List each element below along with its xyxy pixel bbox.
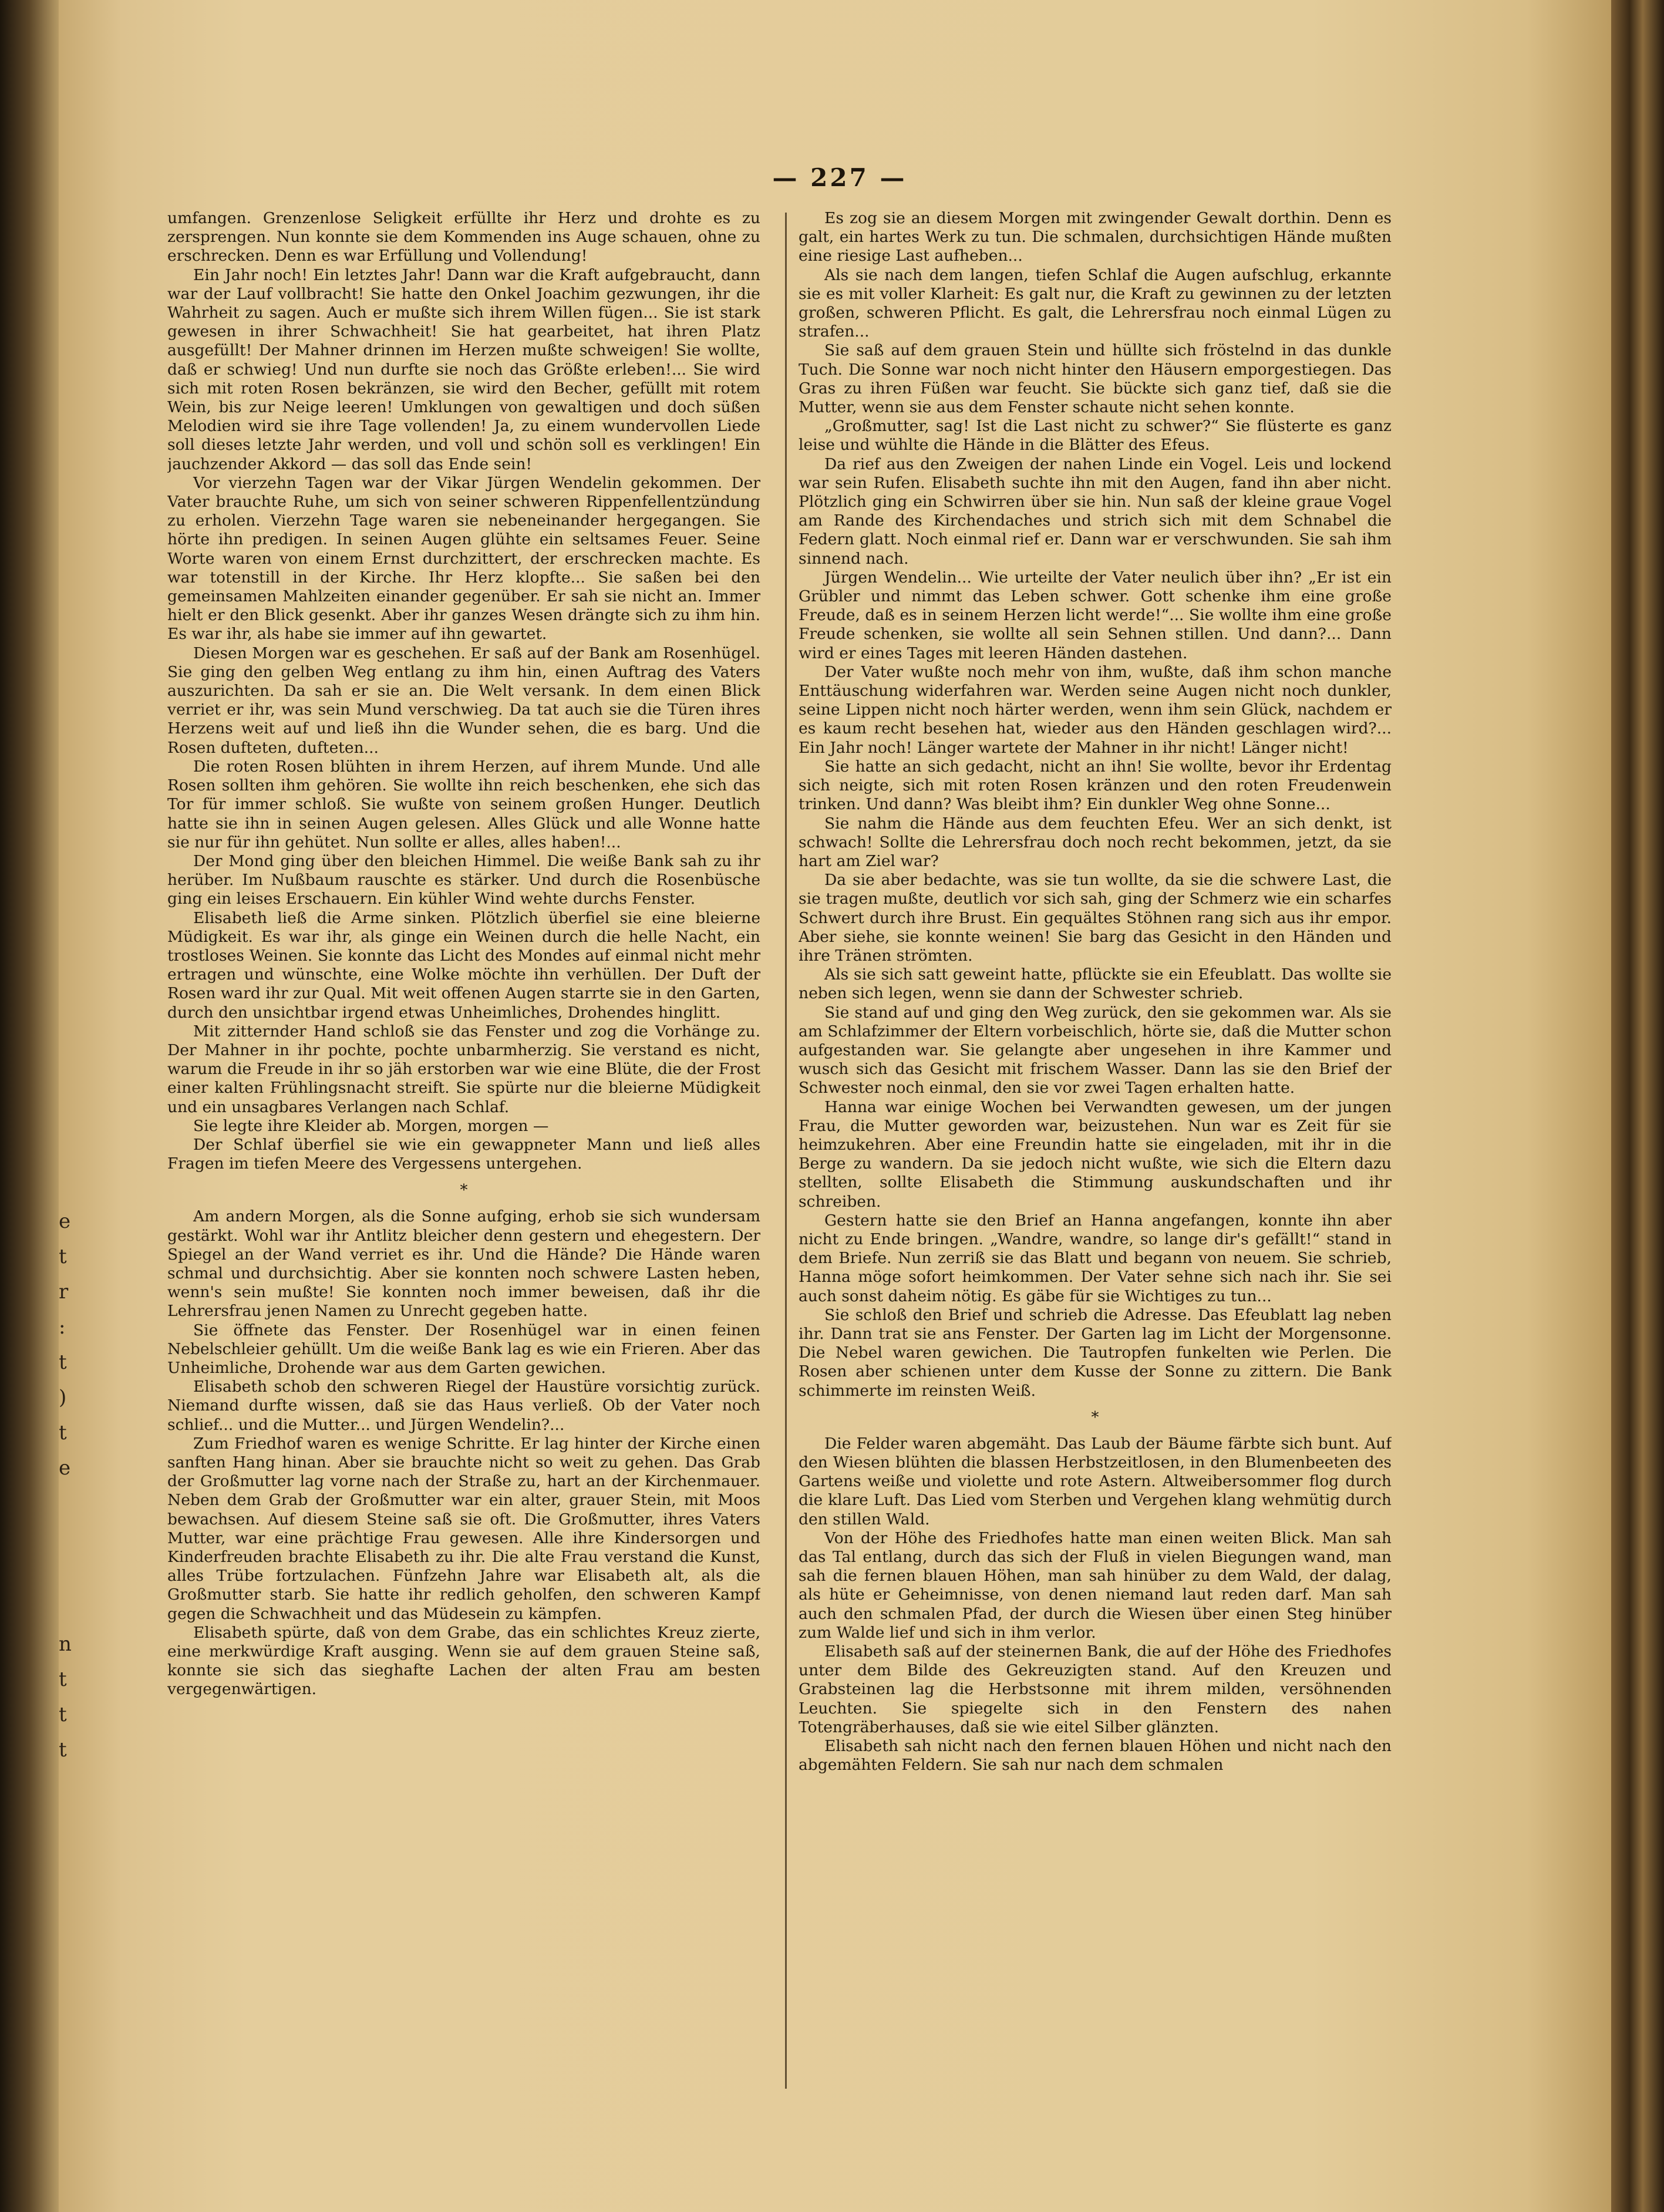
paragraph: Als sie sich satt geweint hatte, pflückte sie ein Efeublatt. Das wollte sie neben sich legen, wenn sie dann der Schwester schrieb. bbox=[799, 965, 1392, 1003]
paragraph: Sie stand auf und ging den Weg zurück, den sie gekommen war. Als sie am Schlafzimmer der Eltern vorbeischlich, hörte sie, daß die Mutter schon aufgestanden war. Sie gelangte aber ungesehen in ihre Kammer und wusch sich das Gesicht mit frischem Wasser. Dann las sie den Brief der Schwester noch einmal, den sie vor zwei Tagen erhalten hatte. bbox=[799, 1003, 1392, 1097]
paragraph: „Großmutter, sag! Ist die Last nicht zu schwer?“ Sie flüsterte es ganz leise und wühlte die Hände in die Blätter des Efeus. bbox=[799, 417, 1392, 454]
paragraph: Zum Friedhof waren es wenige Schritte. Er lag hinter der Kirche einen sanften Hang hinan. Aber sie brauchte nicht so weit zu gehen. Das Grab der Großmutter lag vorne nach der Straße zu, hart an der Kirchenmauer. Neben dem Grab der Großmutter war ein alter, grauer Stein, mit Moos bewachsen. Auf diesem Steine saß sie oft. Die Großmutter, ihres Vaters Mutter, war eine prächtige Frau gewesen. Alle ihre Kindersorgen und Kinderfreuden brachte Elisabeth zu ihr. Die alte Frau verstand die Kunst, alles Trübe fortzulachen. Fünfzehn Jahre war Elisabeth alt, als die Großmutter starb. Sie hatte ihr redlich geholfen, den schweren Kampf gegen die Schwachheit und das Müdesein zu kämpfen. bbox=[167, 1434, 760, 1623]
paragraph: Elisabeth saß auf der steinernen Bank, die auf der Höhe des Friedhofes unter dem Bilde des Gekreuzigten stand. Auf den Kreuzen und Grabsteinen lag die Herbstsonne mit ihrem milden, versöhnenden Leuchten. Sie spiegelte sich in den Fenstern des nahen Totengräberhauses, daß sie wie eitel Silber glänzten. bbox=[799, 1642, 1392, 1736]
page-number: — 227 — bbox=[772, 163, 907, 192]
paragraph: umfangen. Grenzenlose Seligkeit erfüllte ihr Herz und drohte es zu zersprengen. Nun konnte sie dem Kommenden ins Auge schauen, ohne zu erschrecken. Denn es war Erfüllung und Vollendung! bbox=[167, 209, 760, 265]
paragraph: Vor vierzehn Tagen war der Vikar Jürgen Wendelin gekommen. Der Vater brauchte Ruhe, um sich von seiner schweren Rippenfellentzündung zu erholen. Vierzehn Tage waren sie nebeneinander hergegangen. Sie hörte ihn predigen. In seinen Augen glühte ein seltsames Feuer. Seine Worte waren von einem Ernst durchzittert, der erschrecken machte. Es war totenstill in der Kirche. Ihr Herz klopfte... Sie saßen bei den gemeinsamen Mahlzeiten einander gegenüber. Er sah sie nicht an. Immer hielt er den Blick gesenkt. Aber ihr ganzes Wesen drängte sich zu ihm hin. Es war ihr, als habe sie immer auf ihn gewartet. bbox=[167, 473, 760, 644]
paragraph: Sie schloß den Brief und schrieb die Adresse. Das Efeublatt lag neben ihr. Dann trat sie ans Fenster. Der Garten lag im Licht der Morgensonne. Die Nebel waren gewichen. Die Tautropfen funkelten wie Perlen. Die Rosen aber schienen unter dem Kusse der Sonne zu zittern. Die Bank schimmerte im reinsten Weiß. bbox=[799, 1305, 1392, 1400]
paragraph: Elisabeth schob den schweren Riegel der Haustüre vorsichtig zurück. Niemand durfte wissen, daß sie das Haus verließ. Ob der Vater noch schlief... und die Mutter... und Jürgen Wendelin?... bbox=[167, 1378, 760, 1434]
paragraph: Der Mond ging über den bleichen Himmel. Die weiße Bank sah zu ihr herüber. Im Nußbaum rauschte es stärker. Und durch die Rosenbüsche ging ein leises Erschauern. Ein kühler Wind wehte durchs Fenster. bbox=[167, 851, 760, 908]
paragraph: Es zog sie an diesem Morgen mit zwingender Gewalt dorthin. Denn es galt, ein hartes Werk zu tun. Die schmalen, durchsichtigen Hände mußten eine riesige Last aufheben... bbox=[799, 209, 1392, 265]
paragraph: Hanna war einige Wochen bei Verwandten gewesen, um der jungen Frau, die Mutter geworden war, beizustehen. Nun war es Zeit für sie heimzukehren. Aber eine Freundin hatte sie eingeladen, mit ihr in die Berge zu wandern. Da sie jedoch nicht wußte, wie sich die Eltern dazu stellten, sollte Elisabeth die Stimmung auskundschaften und ihr schreiben. bbox=[799, 1097, 1392, 1211]
book-spine-left bbox=[0, 0, 65, 2212]
paragraph: Da rief aus den Zweigen der nahen Linde ein Vogel. Leis und lockend war sein Rufen. Elisabeth suchte ihn mit den Augen, fand ihn aber nicht. Plötzlich ging ein Schwirren über sie hin. Nun saß der kleine graue Vogel am Rande des Kirchendaches und strich sich mit dem Schnabel die Federn glatt. Noch einmal rief er. Dann war er verschwunden. Sie sah ihm sinnend nach. bbox=[799, 454, 1392, 568]
paragraph: Von der Höhe des Friedhofes hatte man einen weiten Blick. Man sah das Tal entlang, durch das sich der Fluß in vielen Biegungen wand, man sah die fernen blauen Höhen, man sah hinüber zu dem Wald, der dalag, als hüte er Geheimnisse, von denen niemand laut reden darf. Man sah auch den schmalen Pfad, der durch die Wiesen über einen Steg hinüber zum Walde lief und sich in ihm verlor. bbox=[799, 1528, 1392, 1642]
paragraph: Elisabeth sah nicht nach den fernen blauen Höhen und nicht nach den abgemähten Feldern. Sie sah nur nach dem schmalen bbox=[799, 1737, 1392, 1775]
left-text-column bbox=[167, 209, 760, 2076]
book-page bbox=[59, 0, 1621, 2212]
book-binding-right bbox=[1611, 0, 1664, 2212]
paragraph: Da sie aber bedachte, was sie tun wollte, da sie die schwere Last, die sie tragen mußte, deutlich vor sich sah, ging der Schmerz wie ein scharfes Schwert durch ihre Brust. Ein gequältes Stöhnen rang sich aus ihr empor. Aber siehe, sie konnte weinen! Sie barg das Gesicht in den Händen und ihre Tränen strömten. bbox=[799, 871, 1392, 965]
column-divider bbox=[785, 213, 787, 2089]
paragraph: Elisabeth spürte, daß von dem Grabe, das ein schlichtes Kreuz zierte, eine merkwürdige Kraft ausging. Wenn sie auf dem grauen Steine saß, konnte sie sich das sieghafte Lachen der alten Frau am besten vergegenwärtigen. bbox=[167, 1623, 760, 1699]
paragraph: Elisabeth ließ die Arme sinken. Plötzlich überfiel sie eine bleierne Müdigkeit. Es war ihr, als ginge ein Weinen durch die helle Nacht, ein trostloses Weinen. Sie konnte das Licht des Mondes auf einmal nicht mehr ertragen und wünschte, eine Wolke möchte ihn verhüllen. Der Duft der Rosen ward ihr zur Qual. Mit weit offenen Augen starrte sie in den Garten, durch den unsichtbar irgend etwas Unheimliches, Drohendes hinglitt. bbox=[167, 908, 760, 1022]
paragraph: Der Schlaf überfiel sie wie ein gewappneter Mann und ließ alles Fragen im tiefen Meere des Vergessens untergehen. bbox=[167, 1135, 760, 1173]
paragraph: Sie nahm die Hände aus dem feuchten Efeu. Wer an sich denkt, ist schwach! Sollte die Lehrersfrau doch noch recht bekommen, jetzt, da sie hart am Ziel war? bbox=[799, 814, 1392, 870]
paragraph: Die Felder waren abgemäht. Das Laub der Bäume färbte sich bunt. Auf den Wiesen blühten die blassen Herbstzeitlosen, in den Blumenbeeten des Gartens weiße und violette und rote Astern. Altweibersommer flog durch die klare Luft. Das Lied vom Sterben und Vergehen klang wehmütig durch den stillen Wald. bbox=[799, 1434, 1392, 1528]
section-separator: * bbox=[1091, 1408, 1099, 1426]
paragraph: Sie saß auf dem grauen Stein und hüllte sich fröstelnd in das dunkle Tuch. Die Sonne war noch nicht hinter den Häusern emporgestiegen. Das Gras zu ihren Füßen war feucht. Sie bückte sich ganz tief, daß sie die Mutter, wenn sie aus dem Fenster schaute nicht sehen konnte. bbox=[799, 341, 1392, 417]
paragraph: Diesen Morgen war es geschehen. Er saß auf der Bank am Rosenhügel. Sie ging den gelben Weg entlang zu ihm hin, einen Auftrag des Vaters auszurichten. Da sah er sie an. Die Welt versank. In dem einen Blick verriet er ihr, was sein Mund verschwieg. Da tat auch sie die Türen ihres Herzens weit auf und ließ ihn die Wunder sehen, die es barg. Und die Rosen dufteten, dufteten... bbox=[167, 644, 760, 757]
paragraph: Die roten Rosen blühten in ihrem Herzen, auf ihrem Munde. Und alle Rosen sollten ihm gehören. Sie wollte ihn reich beschenken, ehe sich das Tor für immer schloß. Sie wußte von seinem großen Hunger. Deutlich hatte sie ihn in seinen Augen gelesen. Alles Glück und alle Wonne hatte sie nur für ihn gehütet. Nun sollte er alles, alles haben!... bbox=[167, 757, 760, 851]
paragraph: Als sie nach dem langen, tiefen Schlaf die Augen aufschlug, erkannte sie es mit voller Klarheit: Es galt nur, die Kraft zu gewinnen zu der letzten großen, schweren Pflicht. Es galt, die Lehrersfrau noch einmal Lügen zu strafen... bbox=[799, 265, 1392, 341]
paragraph: Gestern hatte sie den Brief an Hanna angefangen, konnte ihn aber nicht zu Ende bringen. „Wandre, wandre, so lange dir's gefällt!“ stand in dem Briefe. Nun zerriß sie das Blatt und begann von neuem. Sie schrieb, Hanna möge sofort heimkommen. Der Vater sehne sich nach ihr. Sie sei auch sonst daheim nötig. Es gäbe für sie Wichtiges zu tun... bbox=[799, 1211, 1392, 1305]
paragraph: Sie öffnete das Fenster. Der Rosenhügel war in einen feinen Nebelschleier gehüllt. Um die weiße Bank lag es wie ein Frieren. Aber das Unheimliche, Drohende war aus dem Garten gewichen. bbox=[167, 1321, 760, 1377]
right-text-column bbox=[799, 209, 1392, 2088]
paragraph: Sie legte ihre Kleider ab. Morgen, morgen — bbox=[193, 1116, 549, 1135]
paragraph: Der Vater wußte noch mehr von ihm, wußte, daß ihm schon manche Enttäuschung widerfahren war. Werden seine Augen nicht noch dunkler, seine Lippen nicht noch härter werden, wenn ihm sein Glück, nachdem er es kaum recht besehen hat, wieder aus den Händen geschlagen wird?... Ein Jahr noch! Länger wartete der Mahner in ihr nicht! Länger nicht! bbox=[799, 662, 1392, 757]
paragraph: Sie hatte an sich gedacht, nicht an ihn! Sie wollte, bevor ihr Erdentag sich neigte, sich mit roten Rosen kränzen und den roten Freudenwein trinken. Und dann? Was bleibt ihm? Ein dunkler Weg ohne Sonne... bbox=[799, 757, 1392, 814]
section-separator: * bbox=[460, 1181, 468, 1200]
paragraph: Mit zitternder Hand schloß sie das Fenster und zog die Vorhänge zu. Der Mahner in ihr pochte, pochte unbarmherzig. Sie verstand es nicht, warum die Freude in ihr so jäh erstorben war wie eine Blüte, die der Frost einer kalten Frühlingsnacht streift. Sie spürte nur die bleierne Müdigkeit und ein unsagbares Verlangen nach Schlaf. bbox=[167, 1022, 760, 1116]
paragraph: Jürgen Wendelin... Wie urteilte der Vater neulich über ihn? „Er ist ein Grübler und nimmt das Leben schwer. Gott schenke ihm eine große Freude, daß es in seinem Herzen licht werde!“... Sie wollte ihm eine große Freude schenken, sie wollte all sein Sehnen stillen. Und dann?... Dann wird er eines Tages mit leeren Händen dastehen. bbox=[799, 568, 1392, 662]
paragraph: Am andern Morgen, als die Sonne aufging, erhob sie sich wundersam gestärkt. Wohl war ihr Antlitz bleicher denn gestern und ehegestern. Der Spiegel an der Wand verriet es ihr. Und die Hände? Die Hände waren schmal und durchsichtig. Aber sie konnten noch schwere Lasten heben, wenn's sein mußte! Sie konnten noch immer beweisen, daß ihr die Lehrersfrau jenen Namen zu Unrecht gegeben hatte. bbox=[167, 1207, 760, 1321]
adjacent-page-margin-text: e t r : t ) t e n t t t bbox=[59, 1210, 72, 1762]
paragraph: Ein Jahr noch! Ein letztes Jahr! Dann war die Kraft aufgebraucht, dann war der Lauf vollbracht! Sie hatte den Onkel Joachim gezwungen, ihr die Wahrheit zu sagen. Auch er mußte sich ihrem Willen fügen... Sie ist stark gewesen in ihrer Schwachheit! Sie hat gearbeitet, hat ihren Platz ausgefüllt! Der Mahner drinnen im Herzen mußte schweigen! Sie wollte, daß er schwieg! Und nun durfte sie noch das Größte erleben!... Sie wird sich mit roten Rosen bekränzen, sie wird den Becher, gefüllt mit rotem Wein, bis zur Neige leeren! Umklungen von gewaltigen und doch süßen Melodien wird sie ihre Tage vollenden! Ja, zu einem wundervollen Liede soll dieses letzte Jahr werden, und voll und schön soll es verklingen! Ein jauchzender Akkord — das soll das Ende sein! bbox=[167, 265, 760, 473]
